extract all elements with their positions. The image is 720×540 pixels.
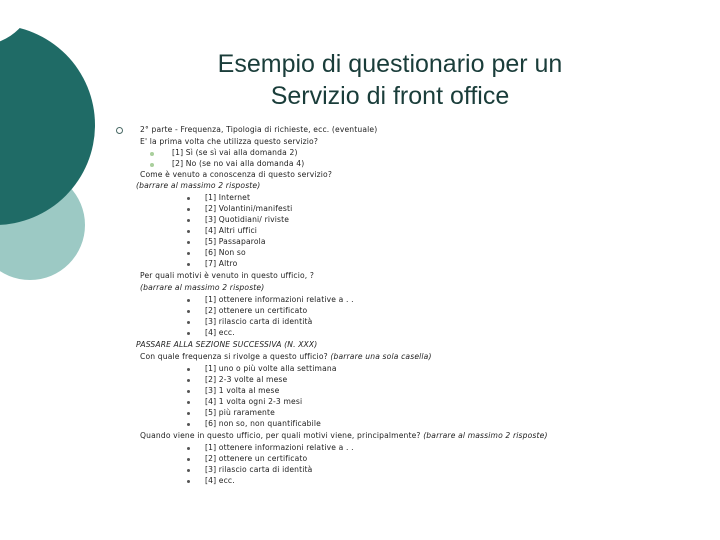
bullet-icon [187, 458, 190, 461]
bullet-icon [187, 252, 190, 255]
option: [6] Non so [205, 248, 246, 257]
bullet-icon [187, 480, 190, 483]
question-4: Con quale frequenza si rivolge a questo ufficio? (barrare una sola casella) [140, 352, 432, 361]
option: [3] 1 volta al mese [205, 386, 280, 395]
option: [2] Volantini/manifesti [205, 204, 293, 213]
option: [1] Sì (se sì vai alla domanda 2) [172, 148, 298, 157]
option: [6] non so, non quantificabile [205, 419, 321, 428]
option: [3] rilascio carta di identità [205, 465, 313, 474]
option: [3] rilascio carta di identità [205, 317, 313, 326]
bullet-icon [187, 412, 190, 415]
green-bullet-icon [150, 152, 154, 156]
option: [1] uno o più volte alla settimana [205, 364, 337, 373]
bullet-icon [187, 390, 190, 393]
bullet-icon [187, 197, 190, 200]
ring-bullet-icon [116, 127, 123, 134]
option: [4] 1 volta ogni 2-3 mesi [205, 397, 303, 406]
section-heading: 2° parte - Frequenza, Tipologia di richieste, ecc. (eventuale) [140, 125, 378, 134]
bullet-icon [187, 219, 190, 222]
green-bullet-icon [150, 163, 154, 167]
question-1: E' la prima volta che utilizza questo servizio? [140, 137, 318, 146]
bullet-icon [187, 321, 190, 324]
option: [3] Quotidiani/ riviste [205, 215, 290, 224]
option: [1] ottenere informazioni relative a . . [205, 295, 354, 304]
bullet-icon [187, 423, 190, 426]
title-line-2: Servizio di front office [270, 82, 510, 110]
question-3: Per quali motivi è venuto in questo ufficio, ? [140, 271, 315, 280]
option: [2] No (se no vai alla domanda 4) [172, 159, 305, 168]
section-skip-note: PASSARE ALLA SEZIONE SUCCESSIVA (N. XXX) [136, 340, 318, 349]
option: [2] ottenere un certificato [205, 454, 308, 463]
instruction: (barrare al massimo 2 risposte) [136, 181, 261, 190]
option: [4] ecc. [205, 328, 235, 337]
option: [5] più raramente [205, 408, 275, 417]
instruction: (barrare al massimo 2 risposte) [140, 283, 265, 292]
option: [2] 2-3 volte al mese [205, 375, 288, 384]
bullet-icon [187, 299, 190, 302]
question-2: Come è venuto a conoscenza di questo servizio? [140, 170, 333, 179]
title-line-1: Esempio di questionario per un [217, 50, 563, 78]
bullet-icon [187, 332, 190, 335]
question-5: Quando viene in questo ufficio, per quali motivi viene, principalmente? (barrare al massimo 2 risposte) [140, 431, 548, 440]
bullet-icon [187, 208, 190, 211]
bullet-icon [187, 263, 190, 266]
bullet-icon [187, 368, 190, 371]
option: [1] ottenere informazioni relative a . . [205, 443, 354, 452]
option: [2] ottenere un certificato [205, 306, 308, 315]
bullet-icon [187, 401, 190, 404]
option: [4] ecc. [205, 476, 235, 485]
bullet-icon [187, 230, 190, 233]
option: [1] Internet [205, 193, 251, 202]
bullet-icon [187, 469, 190, 472]
dark-teal-circle [0, 25, 95, 225]
option: [5] Passaparola [205, 237, 266, 246]
option: [7] Altro [205, 259, 238, 268]
bullet-icon [187, 310, 190, 313]
decorative-circles [0, 0, 100, 300]
bullet-icon [187, 447, 190, 450]
bullet-icon [187, 379, 190, 382]
bullet-icon [187, 241, 190, 244]
option: [4] Altri uffici [205, 226, 258, 235]
slide-title [180, 48, 600, 112]
